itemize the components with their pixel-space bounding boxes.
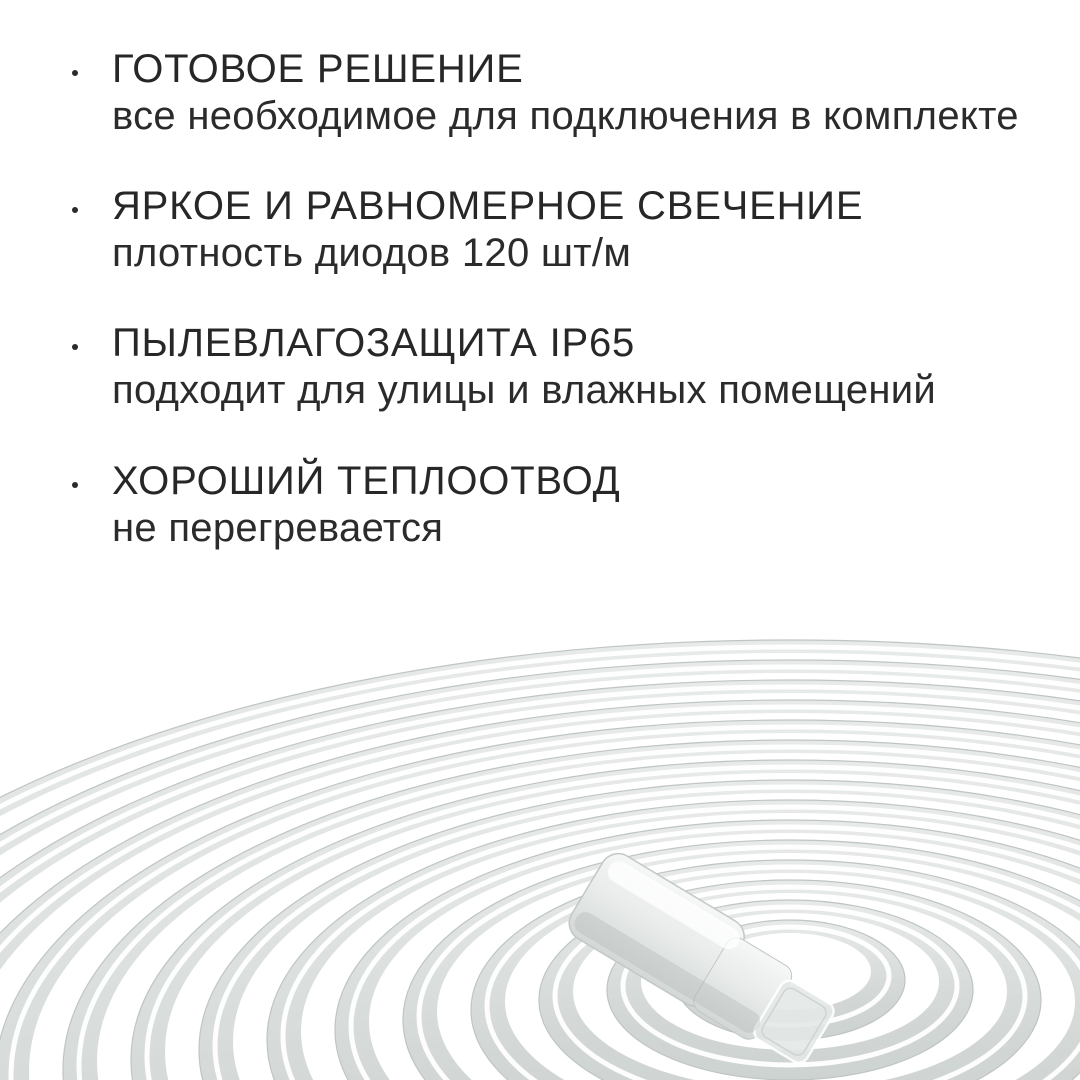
feature-title: ГОТОВОЕ РЕШЕНИЕ bbox=[112, 47, 524, 91]
feature-item bbox=[0, 458, 1080, 552]
product-photo bbox=[0, 560, 1080, 1080]
bullet-dot bbox=[72, 482, 78, 488]
feature-subtitle: подходит для улицы и влажных помещений bbox=[112, 368, 937, 412]
bullet-dot bbox=[72, 207, 78, 213]
bullet-dot bbox=[72, 70, 78, 76]
feature-subtitle: все необходимое для подключения в комплекте bbox=[112, 94, 1019, 138]
feature-item bbox=[0, 46, 1080, 140]
feature-item bbox=[0, 320, 1080, 414]
feature-title: ХОРОШИЙ ТЕПЛООТВОД bbox=[112, 459, 621, 503]
bullet-dot bbox=[72, 344, 78, 350]
feature-title: ЯРКОЕ И РАВНОМЕРНОЕ СВЕЧЕНИЕ bbox=[112, 184, 864, 228]
feature-title: ПЫЛЕВЛАГОЗАЩИТА IP65 bbox=[112, 321, 636, 365]
coil-rings bbox=[0, 640, 1080, 1080]
feature-subtitle: плотность диодов 120 шт/м bbox=[112, 231, 632, 275]
feature-item bbox=[0, 183, 1080, 277]
feature-subtitle: не перегревается bbox=[112, 506, 444, 550]
